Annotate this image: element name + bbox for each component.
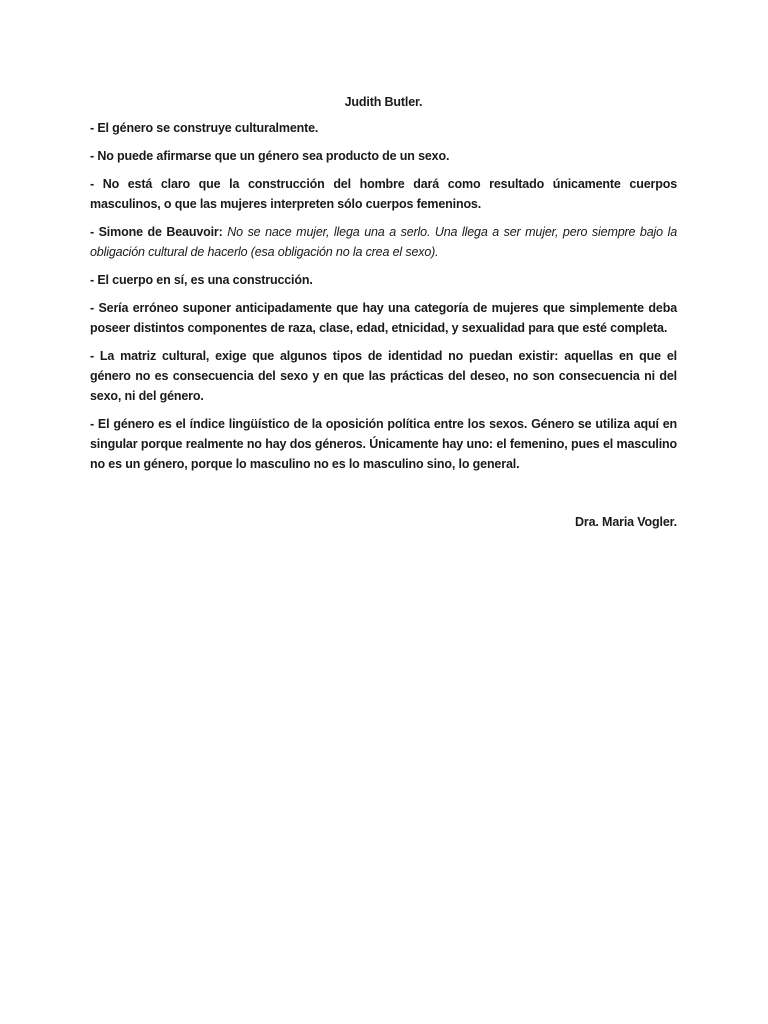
beauvoir-quote: No se nace mujer, llega una a serlo. Una llega a ser mujer, pero siempre bajo la obligación cultural de hacerlo (esa obligación no la crea el sexo). <box>90 225 677 259</box>
document-body <box>90 92 677 532</box>
paragraph-matriz-cultural: - La matriz cultural, exige que algunos tipos de identidad no puedan existir: aquellas en que el género no es consecuencia del sexo y en que las prácticas del deseo, no son consecuencia ni del sexo, ni del género. <box>90 349 677 403</box>
paragraph-construccion-hombre: - No está claro que la construcción del hombre dará como resultado únicamente cuerpos masculinos, o que las mujeres interpreten sólo cuerpos femeninos. <box>90 177 677 211</box>
paragraph-genero-cultural: - El género se construye culturalmente. <box>90 121 319 135</box>
paragraph-genero-sexo: - No puede afirmarse que un género sea producto de un sexo. <box>90 149 450 163</box>
paragraph-categoria-mujeres: - Sería erróneo suponer anticipadamente que hay una categoría de mujeres que simplemente deba poseer distintos componentes de raza, clase, edad, etnicidad, y sexualidad para que esté completa. <box>90 301 677 335</box>
document-title: Judith Butler. <box>344 95 423 109</box>
paragraph-indice-linguistico: - El género es el índice lingüístico de la oposición política entre los sexos. Género se utiliza aquí en singular porque realmente no hay dos géneros. Únicamente hay uno: el femenino, pues el masculino no es un género, porque lo masculino no es lo masculino sino, lo general. <box>90 417 677 471</box>
beauvoir-lead: - Simone de Beauvoir: <box>90 225 223 239</box>
paragraph-cuerpo: - El cuerpo en sí, es una construcción. <box>90 273 313 287</box>
paragraph-beauvoir <box>90 222 677 262</box>
signature: Dra. Maria Vogler. <box>575 515 677 529</box>
